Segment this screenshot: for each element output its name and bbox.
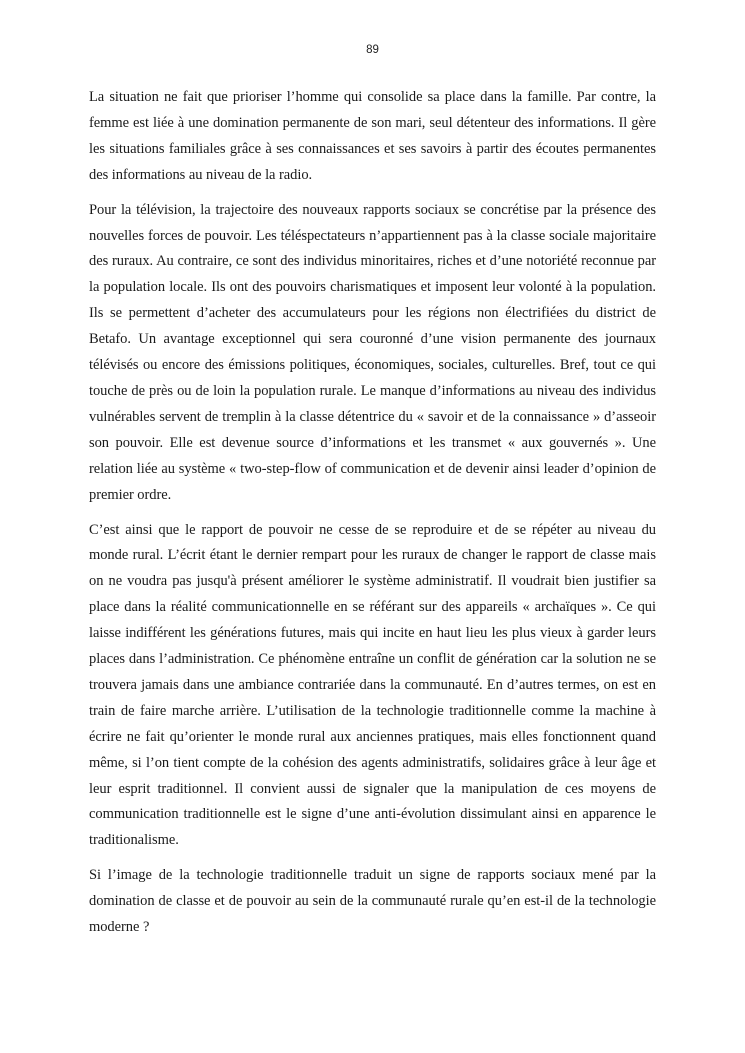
paragraph-television: Pour la télévision, la trajectoire des nouveaux rapports sociaux se concrétise par la présence des nouvelles forces de pouvoir. Les téléspectateurs n’appartiennent pas à la classe sociale majoritaire des ruraux. Au contraire, ce sont des individus minoritaires, riches et d’une notoriété reconnue par la population locale. Ils ont des pouvoirs charismatiques et imposent leur volonté à la population. Ils se permettent d’acheter des accumulateurs pour les régions non électrifiées du district de Betafo. Un avantage exceptionnel qui sera couronné d’une vision permanente des journaux télévisés ou encore des émissions politiques, économiques, sociales, culturelles. Bref, tout ce qui touche de près ou de loin la population rurale. Le manque d’informations au niveau des individus vulnérables servent de tremplin à la classe détentrice du « savoir et de la connaissance » d’asseoir son pouvoir. Elle est devenue source d’informations et les transmet « aux gouvernés ». Une relation liée au système « two-step-flow of communication et de devenir ainsi leader d’opinion de premier ordre. [89,201,656,503]
paragraph-radio: La situation ne fait que prioriser l’homme qui consolide sa place dans la famille. Par contre, la femme est liée à une domination permanente de son mari, seul détenteur des informations. Il gère les situations familiales grâce à ses connaissances et ses savoirs à partir des écoutes permanentes des informations au niveau de la radio. [89,89,656,183]
paragraph-modern-technology: Si l’image de la technologie traditionnelle traduit un signe de rapports sociaux mené par la domination de classe et de pouvoir au sein de la communauté rurale qu’en est-il de la technologie moderne ? [89,867,656,936]
page-number: 89 [366,44,379,56]
paragraph-rural-power: C’est ainsi que le rapport de pouvoir ne cesse de se reproduire et de se répéter au niveau du monde rural. L’écrit étant le dernier rempart pour les ruraux de changer le rapport de classe mais on ne voudra pas jusqu'à présent améliorer le système administratif. Il voudrait bien justifier sa place dans la réalité communicationnelle en se référant sur des appareils « archaïques ». Ce qui laisse indifférent les générations futures, mais qui incite en haut lieu les plus vieux à garder leurs places dans l’administration. Ce phénomène entraîne un conflit de génération car la solution ne se trouvera jamais dans une ambiance contrariée dans la communauté. En d’autres termes, on est en train de faire marche arrière. L’utilisation de la technologie traditionnelle comme la machine à écrire ne fait qu’orienter le monde rural aux anciennes pratiques, mais elles fonctionnent quand même, si l’on tient compte de la cohésion des agents administratifs, solidaires grâce à leur âge et leur esprit traditionnel. Il convient aussi de signaler que la manipulation de ces moyens de communication traditionnelle est le signe d’une anti-évolution dissimulant ainsi en apparence le traditionalisme. [89,521,656,849]
document-body [89,85,656,950]
